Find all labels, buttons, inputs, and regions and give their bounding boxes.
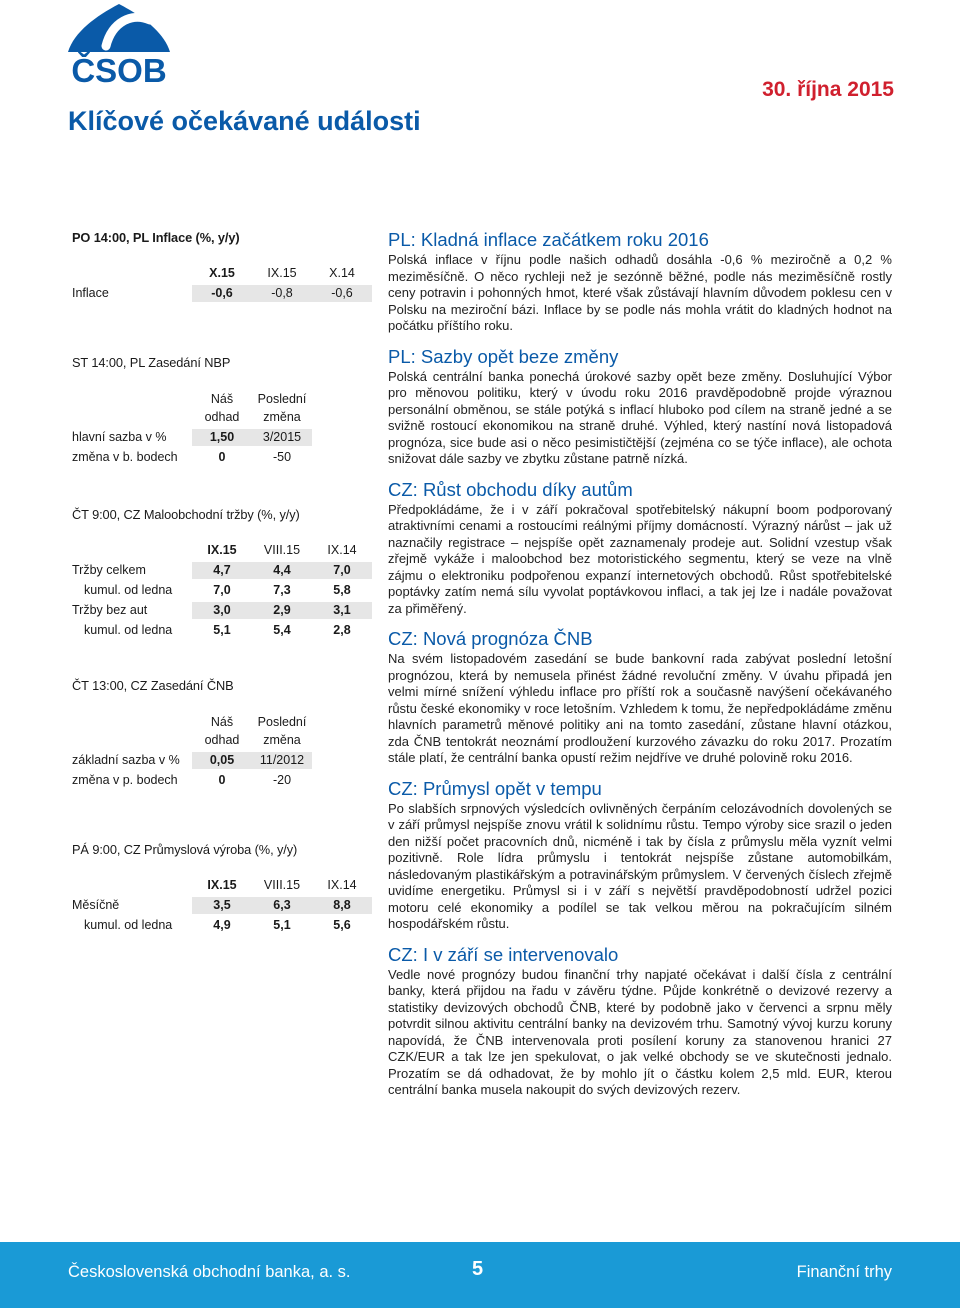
row-value: 5,1	[273, 918, 291, 932]
page-footer	[0, 1242, 960, 1308]
section-heading: PL: Sazby opět beze změny	[388, 345, 619, 367]
row-value: -20	[272, 773, 292, 787]
row-value: 0	[218, 773, 226, 787]
table-row	[72, 285, 372, 302]
footer-section-name: Finanční trhy	[796, 1263, 892, 1281]
column-header: VIII.15	[263, 543, 301, 557]
section-cz-retail	[388, 478, 892, 618]
svg-text:ČSOB: ČSOB	[71, 52, 167, 84]
section-cz-interventions	[388, 943, 892, 1099]
column-header: IX.14	[327, 878, 357, 892]
event-pl-inflation	[72, 228, 372, 305]
event-title: ČT 9:00, CZ Maloobchodní tržby (%, y/y)	[72, 507, 300, 522]
table-row	[72, 917, 372, 934]
row-value: 5,8	[333, 583, 351, 597]
column-header: Poslední změna	[257, 392, 307, 424]
table-header-row	[72, 390, 312, 426]
row-value: 5,1	[213, 623, 231, 637]
table-row	[72, 772, 312, 789]
table-row	[72, 622, 372, 639]
row-value: 7,0	[312, 562, 372, 579]
row-value: 4,4	[252, 562, 312, 579]
table-header-row	[72, 877, 372, 894]
row-label: Tržby bez aut	[72, 603, 148, 617]
section-pl-inflation	[388, 228, 892, 335]
section-text: Předpokládáme, že i v září pokračoval spotřebitelský nákupní boom podporovaný atraktivními cenami a rostoucími reálnými příjmy domácností. Výrazný nárůst – jak už naznačily registrace – nejspíše opět zaznamenaly prodeje aut. Solidní vzestup však zřejmě vykáže i maloobchod bez motoristického segmentu, který se veze na vlně zájmu o elektroniku podpořenou expanzí internetových obchodů. Růst spotřebitelské poptávky zatím nemá sílu vyvolat poptávkovou inflaci, a tak jej lze i nadále považovat za přiměřený.	[388, 501, 892, 616]
table-header-row	[72, 713, 312, 749]
table-row	[72, 897, 372, 914]
event-cz-industry	[72, 840, 372, 937]
column-header: IX.15	[267, 266, 297, 280]
event-title: PO 14:00, PL Inflace (%, y/y)	[72, 230, 240, 245]
page-title: Klíčové očekávané události	[68, 106, 421, 136]
row-label: Tržby celkem	[72, 563, 146, 577]
column-header: Náš odhad	[204, 715, 240, 747]
table-row	[72, 562, 372, 579]
page-number: 5	[472, 1258, 484, 1280]
row-value: -0,6	[192, 285, 252, 302]
column-header: IX.14	[327, 543, 357, 557]
row-value: 1,50	[192, 429, 252, 446]
column-header: X.14	[329, 266, 355, 280]
row-value: 3,0	[192, 602, 252, 619]
section-pl-rates	[388, 345, 892, 468]
section-heading: PL: Kladná inflace začátkem roku 2016	[388, 229, 709, 250]
table-row	[72, 752, 312, 769]
row-value: 0,05	[192, 752, 252, 769]
row-label: kumul. od ledna	[84, 623, 173, 637]
row-value: 5,4	[273, 623, 291, 637]
event-table	[72, 874, 372, 937]
row-value: 11/2012	[252, 752, 312, 769]
row-value: 4,7	[192, 562, 252, 579]
section-heading: CZ: Průmysl opět v tempu	[388, 777, 602, 799]
row-value: 3,1	[312, 602, 372, 619]
table-row	[72, 602, 372, 619]
row-value: 4,9	[213, 918, 231, 932]
section-cz-industry	[388, 777, 892, 933]
section-cz-cnb-forecast	[388, 627, 892, 767]
event-cz-retail	[72, 505, 372, 642]
event-title: PÁ 9:00, CZ Průmyslová výroba (%, y/y)	[72, 842, 298, 857]
event-table	[72, 387, 312, 469]
column-header: IX.15	[207, 543, 237, 557]
column-header: VIII.15	[263, 878, 301, 892]
row-label: Měsíčně	[72, 898, 120, 912]
event-cz-cnb	[72, 676, 372, 792]
event-table	[72, 710, 312, 792]
footer-bank-name: Československá obchodní banka, a. s.	[68, 1263, 351, 1281]
section-heading: CZ: I v září se intervenovalo	[388, 943, 619, 965]
row-value: 2,8	[333, 623, 351, 637]
row-value: 8,8	[312, 897, 372, 914]
row-label: změna v b. bodech	[72, 450, 178, 464]
section-text: Po slabších srpnových výsledcích ovlivněných čerpáním celozávodních dovolených se v září průmysl nejspíše znovu vrátil k solidnímu růstu. Tempo výroby sice srazil o jeden den nižší počet pracovních dnů, nicméně i tak by čísla z průmyslu měla vyznít velmi pozitivně. Role lídra průmyslu i tentokrát nejspíše zůstane automobilkám, následovaným plastikářským a potravinářským průmyslem. V červených číslech zřejmě uvidíme energetiku. Průmysl si i v září s největší pravděpodobností udržel pozici motoru celé ekonomiky a podílel se tak velkou měrou na pokračujícím silném hospodářském růstu.	[388, 800, 892, 931]
table-row	[72, 429, 312, 446]
row-value: -0,8	[252, 285, 312, 302]
section-text: Polská inflace v říjnu podle našich odhadů dosáhla -0,6 % meziročně a 0,2 % meziměsíčně. O něco rychleji než je sezónně běžné, podle nás meziměsíčně rostly ceny potravin i pohonných hmot, které však zůstávají hlavním důvodem poklesu cen v Polsku na meziroční bázi. Inflace by se podle nás mohla vrátit do kladných hodnot na počátku příštího roku.	[388, 252, 892, 333]
column-header: X.15	[209, 266, 235, 280]
event-table	[72, 262, 372, 305]
column-header: IX.15	[207, 878, 237, 892]
section-text: Polská centrální banka ponechá úrokové sazby opět beze změny. Dosluhující Výbor pro měnovou politiku, který v úvodu roku 2016 pravděpodobně projde výraznou personální obměnou, se stále potýká s inflací hluboko pod cílem na straně jedné a se svižně rostoucí ekonomikou na straně druhé. Výhled, který nastíní nová listopadová prognóza, sice bude asi o něco pesimističtější (zejména co se týče inflace), ale ochota snižovat dále sazby ve zbytku zůstane patrně nízká.	[388, 368, 892, 466]
row-value: 6,3	[252, 897, 312, 914]
row-value: -0,6	[312, 285, 372, 302]
table-header-row	[72, 542, 372, 559]
row-label: hlavní sazba v %	[72, 430, 167, 444]
section-text: Vedle nové prognózy budou finanční trhy napjaté očekávat i další čísla z centrální banky, která přijdou na řadu v závěru týdne. Půjde konkrétně o devizové rezervy a statistiky devizových obchodů ČNB, které by podobně jako v červenci a srpnu měly potvrdit silnou aktivitu centrální banky na devizovém trhu. Samotný vývoj kurzu koruny napovídá, že ČNB intervenovala proti posílení koruny za stanovenou hranici 27 CZK/EUR a tak lze jen spekulovat, o jak velké obchody se ve skutečnosti jednalo. Prozatím se dá odhadovat, že by mohlo jít o částku kolem 2,5 mld. EUR, kterou centrální banka musela nakoupit do svých devizových rezerv.	[388, 966, 892, 1097]
row-value: 0	[218, 450, 226, 464]
section-heading: CZ: Růst obchodu díky autům	[388, 478, 633, 500]
commentary-column	[388, 228, 892, 1109]
row-value: -50	[272, 450, 292, 464]
column-header: Poslední změna	[257, 715, 307, 747]
event-title: ČT 13:00, CZ Zasedání ČNB	[72, 678, 234, 693]
row-value: 7,0	[213, 583, 231, 597]
event-table	[72, 539, 372, 642]
row-value: 7,3	[273, 583, 291, 597]
events-column	[72, 228, 372, 937]
section-heading: CZ: Nová prognóza ČNB	[388, 628, 593, 649]
row-label: kumul. od ledna	[84, 918, 173, 932]
row-label: Inflace	[72, 286, 109, 300]
row-label: kumul. od ledna	[84, 583, 173, 597]
section-text: Na svém listopadovém zasedání se bude bankovní rada zabývat poslední letošní prognózou, která by nemusela přinést žádné revoluční změny. V úvahu připadá jen velmi mírné snížení výhledu inflace pro příští rok a současně navýšení očekávaného růstu české ekonomiky v roce letošním. Vzhledem k tomu, že nepředpokládáme změnu hlavních parametrů měnové politiky ani na tomto zasedání, zůstane hlavní otázkou, zda ČNB tentokrát neoznámí prodloužení kurzového závazku do roku 2017. Prozatím stále platí, že centrální banka opustí režim nejdříve ve druhé polovině roku 2016.	[388, 651, 892, 765]
table-header-row	[72, 265, 372, 282]
column-header: Náš odhad	[204, 392, 240, 424]
csob-logo	[66, 2, 172, 84]
table-row	[72, 582, 372, 599]
event-title: ST 14:00, PL Zasedání NBP	[72, 355, 231, 370]
table-row	[72, 449, 312, 466]
row-value: 3,5	[192, 897, 252, 914]
row-label: základní sazba v %	[72, 753, 180, 767]
row-value: 3/2015	[252, 429, 312, 446]
event-pl-nbp	[72, 353, 372, 469]
row-label: změna v p. bodech	[72, 773, 178, 787]
row-value: 2,9	[252, 602, 312, 619]
report-date: 30. října 2015	[762, 78, 894, 101]
row-value: 5,6	[333, 918, 351, 932]
